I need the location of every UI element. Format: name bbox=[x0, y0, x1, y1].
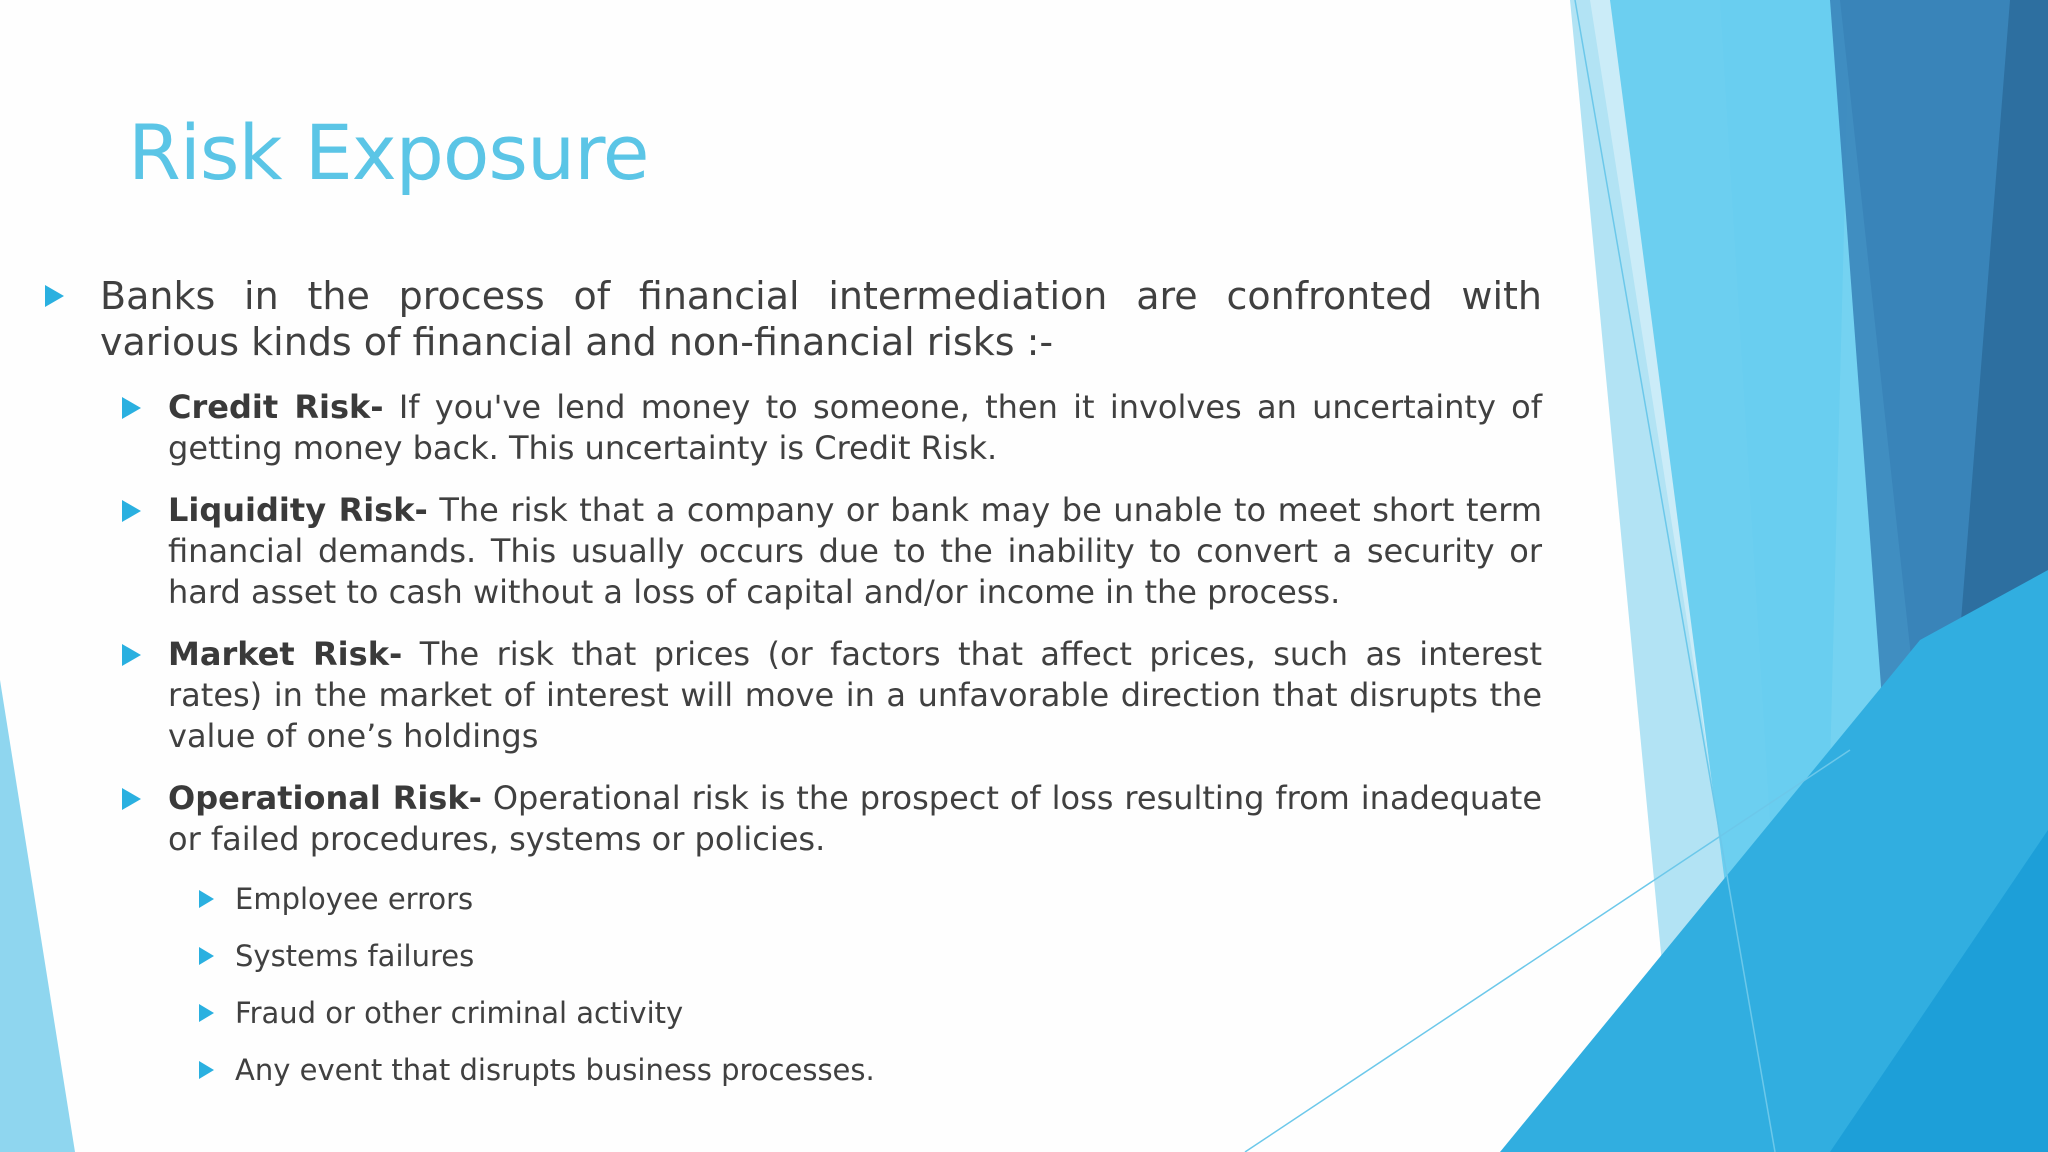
bullet-arrow-icon bbox=[122, 788, 141, 810]
bullet-arrow-icon bbox=[122, 644, 141, 666]
risk-term: Liquidity Risk- bbox=[168, 491, 428, 529]
risk-term: Market Risk- bbox=[168, 635, 403, 673]
risk-description: The risk that prices (or factors that affect prices, such as interest rates) in the market of interest will move in a unfavorable direction that disrupts the value of one’s holdings bbox=[168, 635, 1543, 755]
bullet-arrow-icon bbox=[199, 890, 214, 908]
bullet-arrow-icon bbox=[199, 1004, 214, 1022]
bullet-arrow-icon bbox=[122, 397, 141, 419]
operational-example: Any event that disrupts business processes. bbox=[235, 1052, 1535, 1088]
operational-example: Fraud or other criminal activity bbox=[235, 995, 1535, 1031]
risk-description: The risk that a company or bank may be unable to meet short term financial demands. This usually occurs due to the inability to convert a security or hard asset to cash without a loss of capital and/or income in the process. bbox=[168, 491, 1543, 611]
bullet-arrow-icon bbox=[122, 500, 141, 522]
risk-term: Operational Risk- bbox=[168, 779, 482, 817]
intro-text: Banks in the process of financial intermediation are confronted with various kinds of financial and non-financial risks :- bbox=[100, 274, 1542, 364]
bullet-arrow-icon bbox=[45, 285, 64, 307]
risk-term: Credit Risk- bbox=[168, 388, 384, 426]
risk-item-liquidity bbox=[168, 490, 1542, 613]
risk-description: Operational risk is the prospect of loss resulting from inadequate or failed procedures, systems or policies. bbox=[168, 779, 1543, 858]
operational-example: Systems failures bbox=[235, 938, 1535, 974]
risk-item-operational bbox=[168, 778, 1542, 860]
deco-bottom-left-sliver bbox=[0, 680, 75, 1152]
operational-example: Employee errors bbox=[235, 881, 1535, 917]
risk-description: If you've lend money to someone, then it involves an uncertainty of getting money back. This uncertainty is Credit Risk. bbox=[168, 388, 1543, 467]
slide-title: Risk Exposure bbox=[128, 108, 649, 197]
risk-item-market bbox=[168, 634, 1542, 757]
bullet-arrow-icon bbox=[199, 947, 214, 965]
intro-bullet bbox=[100, 273, 1542, 365]
bullet-arrow-icon bbox=[199, 1061, 214, 1079]
risk-item-credit bbox=[168, 387, 1542, 469]
